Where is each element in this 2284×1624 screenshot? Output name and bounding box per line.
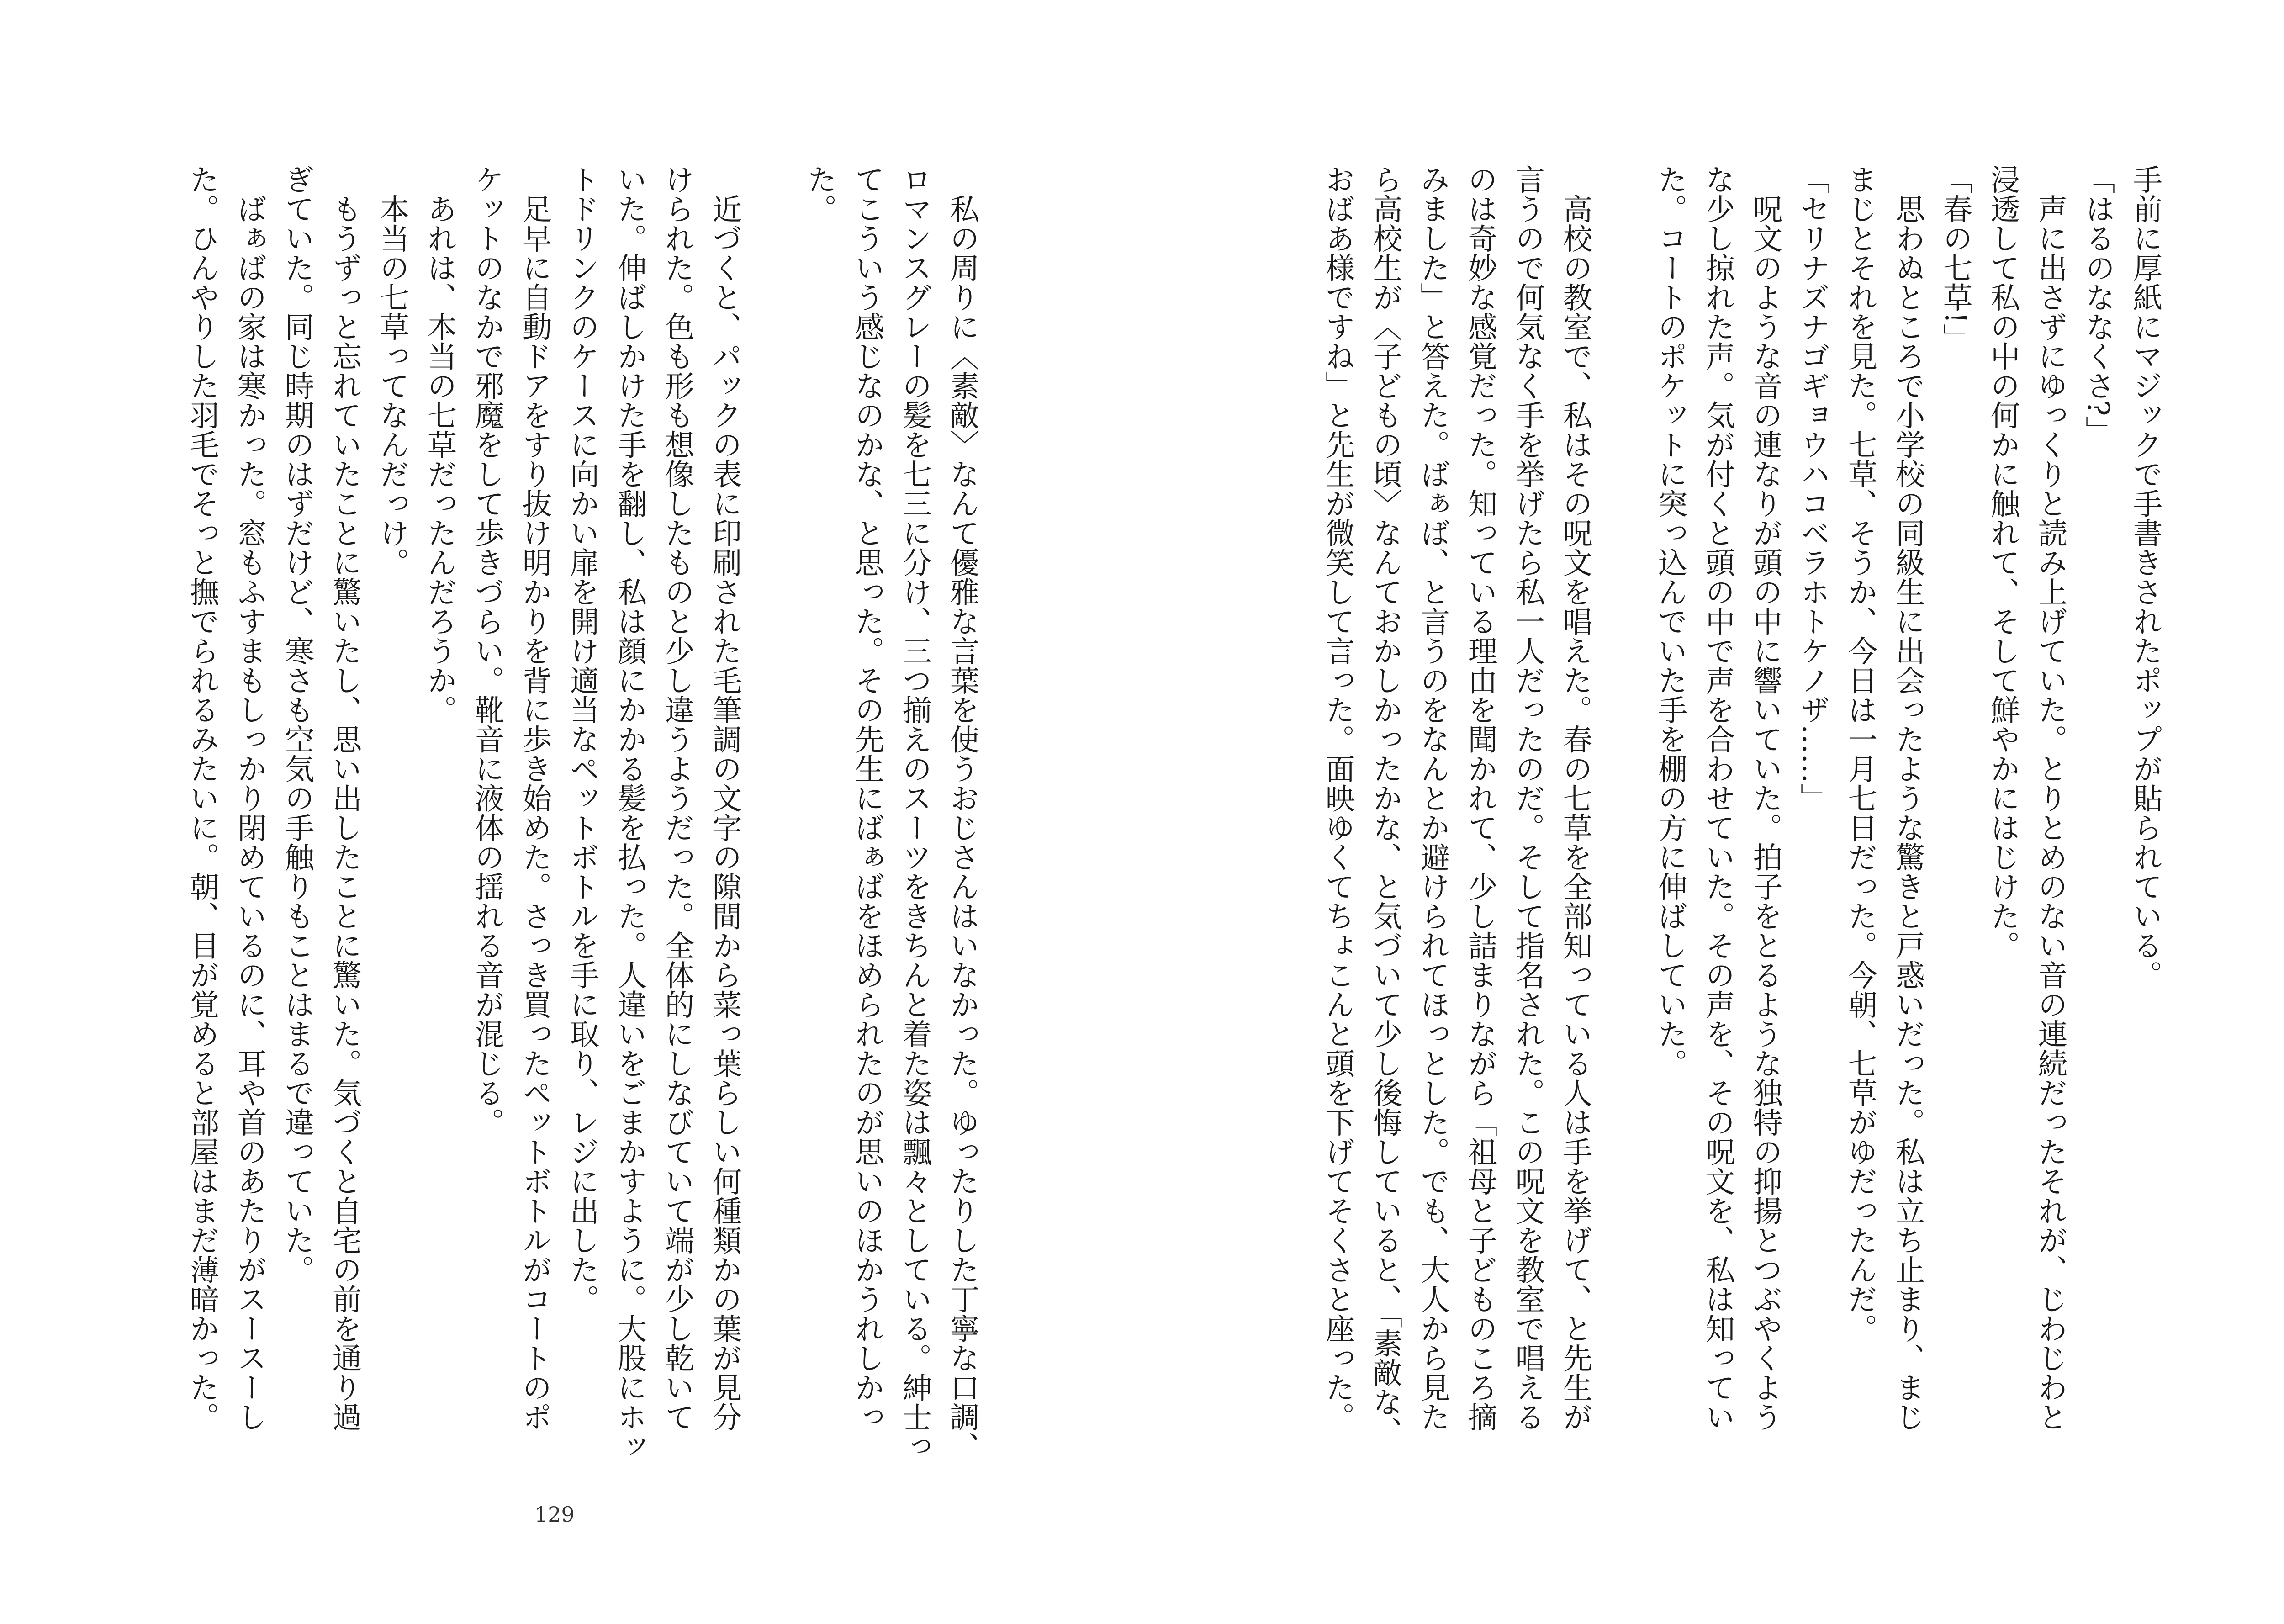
text-line: ケットのなかで邪魔をして歩きづらい。靴音に液体の揺れる音が混じる。 <box>470 164 504 1137</box>
left-page-body <box>178 164 986 1512</box>
text-line: けられた。色も形も想像したものと少し違うようだった。全体的にしなびていて端が少し乾いて <box>660 164 694 1432</box>
text-line: 近づくと、パックの表に印刷された毛筆調の文字の隙間から菜っ葉らしい何種類かの葉が見分 <box>708 164 742 1432</box>
text-line: た。ひんやりした羽毛でそっと撫でられるみたいに。朝、目が覚めると部屋はまだ薄暗かった。 <box>185 164 219 1432</box>
text-line: 手前に厚紙にマジックで手書きされたポップが貼られている。 <box>2128 164 2162 989</box>
text-line: 呪文のような音の連なりが頭の中に響いていた。拍子をとるような独特の抑揚とつぶやくよう <box>1748 164 1782 1432</box>
text-line <box>1599 164 1646 1512</box>
text-line: 声に出さずにゆっくりと読み上げていた。とりとめのない音の連続だったそれが、じわじわと <box>2033 164 2067 1432</box>
text-line: ばぁばの家は寒かった。窓もふすまもしっかり閉めているのに、耳や首のあたりがスースーし <box>233 164 267 1432</box>
text-line: ロマンスグレーの髪を七三に分け、三つ揃えのスーツをきちんと着た姿は飄々としている。紳士っ <box>898 164 932 1461</box>
text-line: 「はるのななくさ?」 <box>2081 164 2115 446</box>
text-line: 足早に自動ドアをすり抜け明かりを背に歩き始めた。さっき買ったペットボトルがコートのポ <box>518 164 552 1432</box>
text-line: のは奇妙な感覚だった。知っている理由を聞かれて、少し詰まりながら「祖母と子どものころ摘 <box>1463 164 1497 1432</box>
text-line: みました」と答えた。ばぁば、と言うのをなんとか避けられてほっとした。でも、大人から見た <box>1416 164 1450 1432</box>
text-line: 「セリナズナゴギョウハコベラホトケノザ……」 <box>1796 164 1830 813</box>
text-line: おばあ様ですね」と先生が微笑して言った。面映ゆくてちょこんと頭を下げてそくさと座った。 <box>1321 164 1355 1432</box>
text-line <box>748 164 796 1512</box>
text-line: 本当の七草ってなんだっけ。 <box>375 164 409 577</box>
right-page <box>1142 0 2284 1624</box>
text-line: 「春の七草!」 <box>1938 164 1972 353</box>
text-line: 私の周りに〈素敵〉なんて優雅な言葉を使うおじさんはいなかった。ゆったりした丁寧な口調、 <box>945 164 979 1461</box>
text-line: た。コートのポケットに突っ込んでいた手を棚の方に伸ばしていた。 <box>1653 164 1687 1078</box>
text-line: いた。伸ばしかけた手を翻し、私は顔にかかる髪を払った。人違いをごまかすように。大股にホッ <box>613 164 647 1461</box>
text-line: あれは、本当の七草だったんだろうか。 <box>423 164 457 725</box>
right-page-body <box>1314 164 2169 1512</box>
text-line: ら高校生が〈子どもの頃〉なんておかしかったかな、と気づいて少し後悔していると、「素敵な、 <box>1368 164 1402 1446</box>
text-line: もうずっと忘れていたことに驚いたし、思い出したことに驚いた。気づくと自宅の前を通り過 <box>328 164 362 1432</box>
page-number: 129 <box>534 1502 575 1527</box>
text-line: 思わぬところで小学校の同級生に出会ったような驚きと戸惑いだった。私は立ち止まり、まじ <box>1891 164 1925 1432</box>
text-line: ぎていた。同じ時期のはずだけど、寒さも空気の手触りもことはまるで違っていた。 <box>280 164 314 1284</box>
text-line: な少し掠れた声。気が付くと頭の中で声を合わせていた。その声を、その呪文を、私は知ってい <box>1701 164 1735 1432</box>
text-line: まじとそれを見た。七草、そうか、今日は一月七日だった。今朝、七草がゆだったんだ。 <box>1843 164 1877 1343</box>
text-line: てこういう感じなのかな、と思った。その先生にばぁばをほめられたのが思いのほかうれしかっ <box>850 164 884 1432</box>
text-line: 浸透して私の中の何かに触れて、そして鮮やかにはじけた。 <box>1986 164 2020 960</box>
text-line: た。 <box>803 164 837 223</box>
text-line: 言うので何気なく手を挙げたら私一人だったのだ。そして指名された。この呪文を教室で唱える <box>1511 164 1545 1432</box>
text-line: トドリンクのケースに向かい扉を開け適当なペットボトルを手に取り、レジに出した。 <box>565 164 599 1314</box>
text-line: 高校の教室で、私はその呪文を唱えた。春の七草を全部知っている人は手を挙げて、と先生が <box>1558 164 1592 1432</box>
